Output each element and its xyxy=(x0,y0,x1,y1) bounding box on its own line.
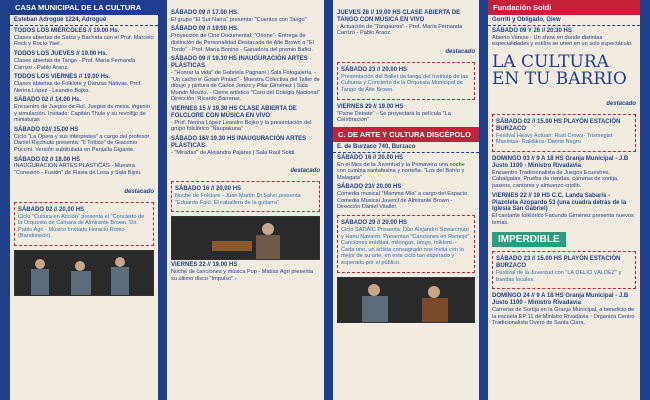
event-desc: Noche de canciones y música Pop - Matías Agri presenta su último disco "Impulso".- xyxy=(171,269,314,282)
event-desc: El cantante folklórico Facundo Giménez presenta nuevos temas. xyxy=(492,213,634,226)
event-desc: Encuentro Tradicionalista de Juegos Ecuestres. Cabalgatas, Prueba de riendas, carreras de sortija, paseos, cantores y almuerzo criollo. xyxy=(492,169,619,190)
event-title: SÁBADO 16 // 20.00 HS xyxy=(337,154,404,161)
venue-header: C. DE ARTE Y CULTURA DISCÉPOLO xyxy=(333,127,479,142)
event-item xyxy=(492,193,636,227)
orchestra-photo xyxy=(14,250,154,296)
event-title: SÁBADO 23 // 15.00 HS PLAYÓN ESTACIÓN BURZACO xyxy=(496,256,621,270)
event-desc: Comedia musical "Mamma Mía" a cargo del Espacio Comedia Musical Juvenil de Almirante Brown - Dirección Daniel Vitaller. xyxy=(337,191,468,211)
destacado-tag: destacado xyxy=(290,168,320,175)
venue-header: Fundación Soldi xyxy=(488,0,640,15)
event-desc: Noche de Folclore - Juan Martín Di Salvo presenta "Eduardo Falú. El caballero de la guitarra" xyxy=(175,193,301,206)
duo-photo xyxy=(337,277,475,323)
venue-address: E. de Burzaco 740, Burzaco xyxy=(333,142,479,153)
event-title: SÁBADO 16 // 20.00 HS xyxy=(175,186,242,193)
event-item xyxy=(14,51,154,71)
event-item xyxy=(492,28,636,48)
venue-address: Esteban Adrogué 1224, Adrogué xyxy=(10,15,158,26)
event-desc: Encuentro de Juegos de Rol. Juegos de mesa, ingenio y simulación. Invitado: Capitán Thule y su revoltijo de miniaturas xyxy=(14,104,150,124)
event-desc: Abierto Varese - Un show en donde distintas especialidades y estilos se unen en un solo espectáculo. xyxy=(492,34,633,48)
event-desc: Clases abiertas de Tango - Prof. María Fernanda Carrizo - Pablo Araoz. xyxy=(14,57,136,71)
event-title: VIERNES 29 // 19.00 HS xyxy=(337,103,404,110)
event-title: VIERNES 15 // 19.30 HS CLASE ABIERTA DE FOLCLORE CON MÚSICA EN VIVO xyxy=(171,105,297,119)
event-title: SÁBADO 23 // 20.00 HS xyxy=(341,66,408,73)
venue-header: CASA MUNICIPAL DE LA CULTURA xyxy=(10,0,158,15)
destacado-tag: destacado xyxy=(606,101,636,108)
imperdible-banner: IMPERDIBLE xyxy=(492,232,566,247)
event-item xyxy=(492,293,636,327)
event-item xyxy=(337,184,475,211)
event-title: JUEVES 28 // 19.00 HS CLASE ABIERTA DE TANGO CON MÚSICA EN VIVO xyxy=(337,10,461,23)
event-desc: Clases abiertas de Salsa y Bachata con el Prof. Marcelo Rock y Rocío Yael . xyxy=(14,34,154,48)
featured-event xyxy=(492,251,636,289)
event-title: TODOS LOS JUEVES // 19.00 Hs. xyxy=(14,51,108,58)
event-title: SÁBADO 09 // 19.30 HS INAUGURACIÓN ARTES PLÁSTICAS xyxy=(171,56,308,70)
event-title: SÁBADO 02 // 14.00 Hs. xyxy=(14,97,82,104)
event-desc: Presentación del Ballet de tango del Instituto de las Culturas y Concierto de la Orquesta Municipal de Tango de Alte Brown. xyxy=(341,73,469,94)
event-item xyxy=(337,155,475,182)
event-desc: - "Miradas" de Alejandra Pajares | Sala Raúl Soldi. xyxy=(171,149,296,156)
featured-event xyxy=(337,62,475,100)
event-title: DOMINGO 24 // 9 A 18 HS Granja Municipal - J.B Justo 1100 - Ministro Rivadavia xyxy=(492,293,629,307)
column-casa-municipal xyxy=(10,0,158,400)
venue-address: Gorriti y Obligado, Glew xyxy=(488,15,640,26)
event-desc: Ciclo SADAIC Presenta: Dúo Alejandro Szwarcman y Hanu Navarro. Presentan "Canciones en Remojo". Canciones inéditas, milongas, tango, folklore. - Cada uno, un artista consagrado nos invita con lo mejor de su arte, en este ciclo tan esperado y esperado por el público. xyxy=(341,226,471,266)
event-title: SÁBADO 02 // 18.00 HS xyxy=(14,156,81,163)
event-desc: Ciclo "La Ópera y sus intérpretes" a cargo del profesor Daniel Ricchiuto presenta: "Il Trittico" de Giacomo Puccini. Versión subtitulada en Pantalla Gigante. xyxy=(14,133,150,153)
event-desc: Ciclo "Cultura en Acción" presenta el "Concierto de la Orquesta de Cámara de Almirante Brown. Dir. Pablo Agri - Músico Invitado Horacio Romo (Bandoneón). xyxy=(18,213,145,240)
event-title: SÁBADO 09 // 19.00 HS. xyxy=(171,26,239,33)
featured-event xyxy=(14,202,154,246)
event-title: TODOS LOS MIÉRCOLES // 19.00 Hs. xyxy=(14,28,120,34)
event-title: DOMINGO 03 // 9 A 18 HS Granja Municipal - J.B Justo 1100 - Ministro Rivadavia xyxy=(492,156,629,169)
event-title: SÁBADO 02 // 20.00 HS xyxy=(18,206,85,213)
event-item xyxy=(171,136,320,156)
event-item xyxy=(171,262,320,282)
event-title: SÁBADO 09 // 17.00 HS. xyxy=(171,10,239,16)
event-item xyxy=(14,157,154,177)
event-item xyxy=(14,97,154,124)
barrio-heading: LA CULTURA EN TU BARRIO xyxy=(492,52,627,90)
event-desc: Proyección de Cine Documental: "Orione"- Entrega de distinción de Personalidad Destacada de Alte Brown a "El Tordo" - Prof. María Bonino - Ganadora del premio Bafici. xyxy=(171,33,314,53)
event-item xyxy=(171,106,320,133)
event-title: SÁBADO 02// 15.00 HS xyxy=(14,126,79,133)
guitarist-photo xyxy=(171,216,320,260)
event-desc: Carreras de Sortija en la Granja Municipal, a beneficio de la escuela EP 11 de Ministro Rivadavia - Organiza Centro Tradicionalista Overo de Santa Clara. xyxy=(492,307,635,327)
column-discepolo xyxy=(333,0,479,400)
event-title: SÁBADO 02 // 15.00 HS PLAYÓN ESTACIÓN BURZACO xyxy=(496,119,621,132)
event-item xyxy=(171,10,320,23)
event-desc: INAUGURACIÓN ARTES PLÁSTICAS - Muestra "Conexión - Fusión" de Flavia de Losa y Sala Bijou. xyxy=(14,163,142,177)
destacado-tag: destacado xyxy=(124,188,154,195)
column-casa-municipal-cont xyxy=(167,0,324,400)
event-item xyxy=(337,104,475,124)
event-item xyxy=(14,28,154,48)
event-desc: "Psine Debate" - Se proyectará la película "La Celebración" xyxy=(337,110,451,124)
event-title: SÁBADO 16// 19.30 HS INAUGURACIÓN ARTES PLÁSTICAS xyxy=(171,135,307,149)
featured-event xyxy=(492,114,636,152)
event-item xyxy=(171,56,320,103)
event-desc: El grupo "El Sur Narra" presenta: "Cuentos con Tango" xyxy=(171,16,307,23)
event-title: VIERNES 22 // 19 HS C.C. Landa Sabaris - Plazoleta Azopardo 53 (una cuadra detrás de la Iglesia San Gabriel) xyxy=(492,192,627,213)
destacado-tag: destacado xyxy=(445,48,475,55)
column-fundacion-soldi xyxy=(488,0,640,400)
event-item xyxy=(14,127,154,154)
event-item xyxy=(171,26,320,53)
event-title: TODOS LOS VIERNES // 19.00 Hs. xyxy=(14,74,110,81)
event-desc: - Actuación de "Tangauros" - Prof. María Fernanda Carrizo - Pablo Araoz. xyxy=(337,23,463,37)
event-desc: En el Mes de la Juventud y la Primavera una noche con cumbia santafesina y norteña. "Los del Bohío y Malagata" xyxy=(337,161,465,181)
event-item xyxy=(337,10,475,37)
event-desc: - "Honrar la vida" de Gabriela Pagnani | Sala Fotogaleria. - "Un cacho e' Gotan Pintao" - Muestra Colectiva del Taller de dibujo y pintura de Carlos Jones y Pilar Giménez | Sala Mundo Mouzo. - Cierre artístico "Coro del Colegio Nacional" Dirección: Ricardo Barreras. xyxy=(171,69,320,103)
featured-event xyxy=(337,215,475,272)
event-title: SÁBADO 29 // 20.00 HS xyxy=(341,220,408,227)
event-desc: Festival Heavy Actúan: Rust Crows- Trismegist Maximus- Rakitikos- Diente Negro xyxy=(496,132,613,146)
event-desc: - Prof. Nerina López Leandro Bojko y la presentación del grupo folclórico "Ñaupakuna" xyxy=(171,119,312,133)
event-title: VIERNES 22 // 19.00 HS xyxy=(171,262,238,269)
event-title: SÁBADO 23// 20.00 HS xyxy=(337,184,402,191)
event-desc: Festival de la Juventud con "LA DELIO VALDEZ" y bandas locales. xyxy=(496,270,622,283)
event-item xyxy=(492,156,636,190)
event-item xyxy=(14,74,154,94)
featured-event xyxy=(171,181,320,212)
event-title: SÁBADO 09 Y 26 // 20.30 HS xyxy=(492,28,572,34)
event-desc: Clases abiertas de Folklore y Danzas Nativas. Prof. Nerina López - Leandro Bojko. xyxy=(14,81,142,94)
